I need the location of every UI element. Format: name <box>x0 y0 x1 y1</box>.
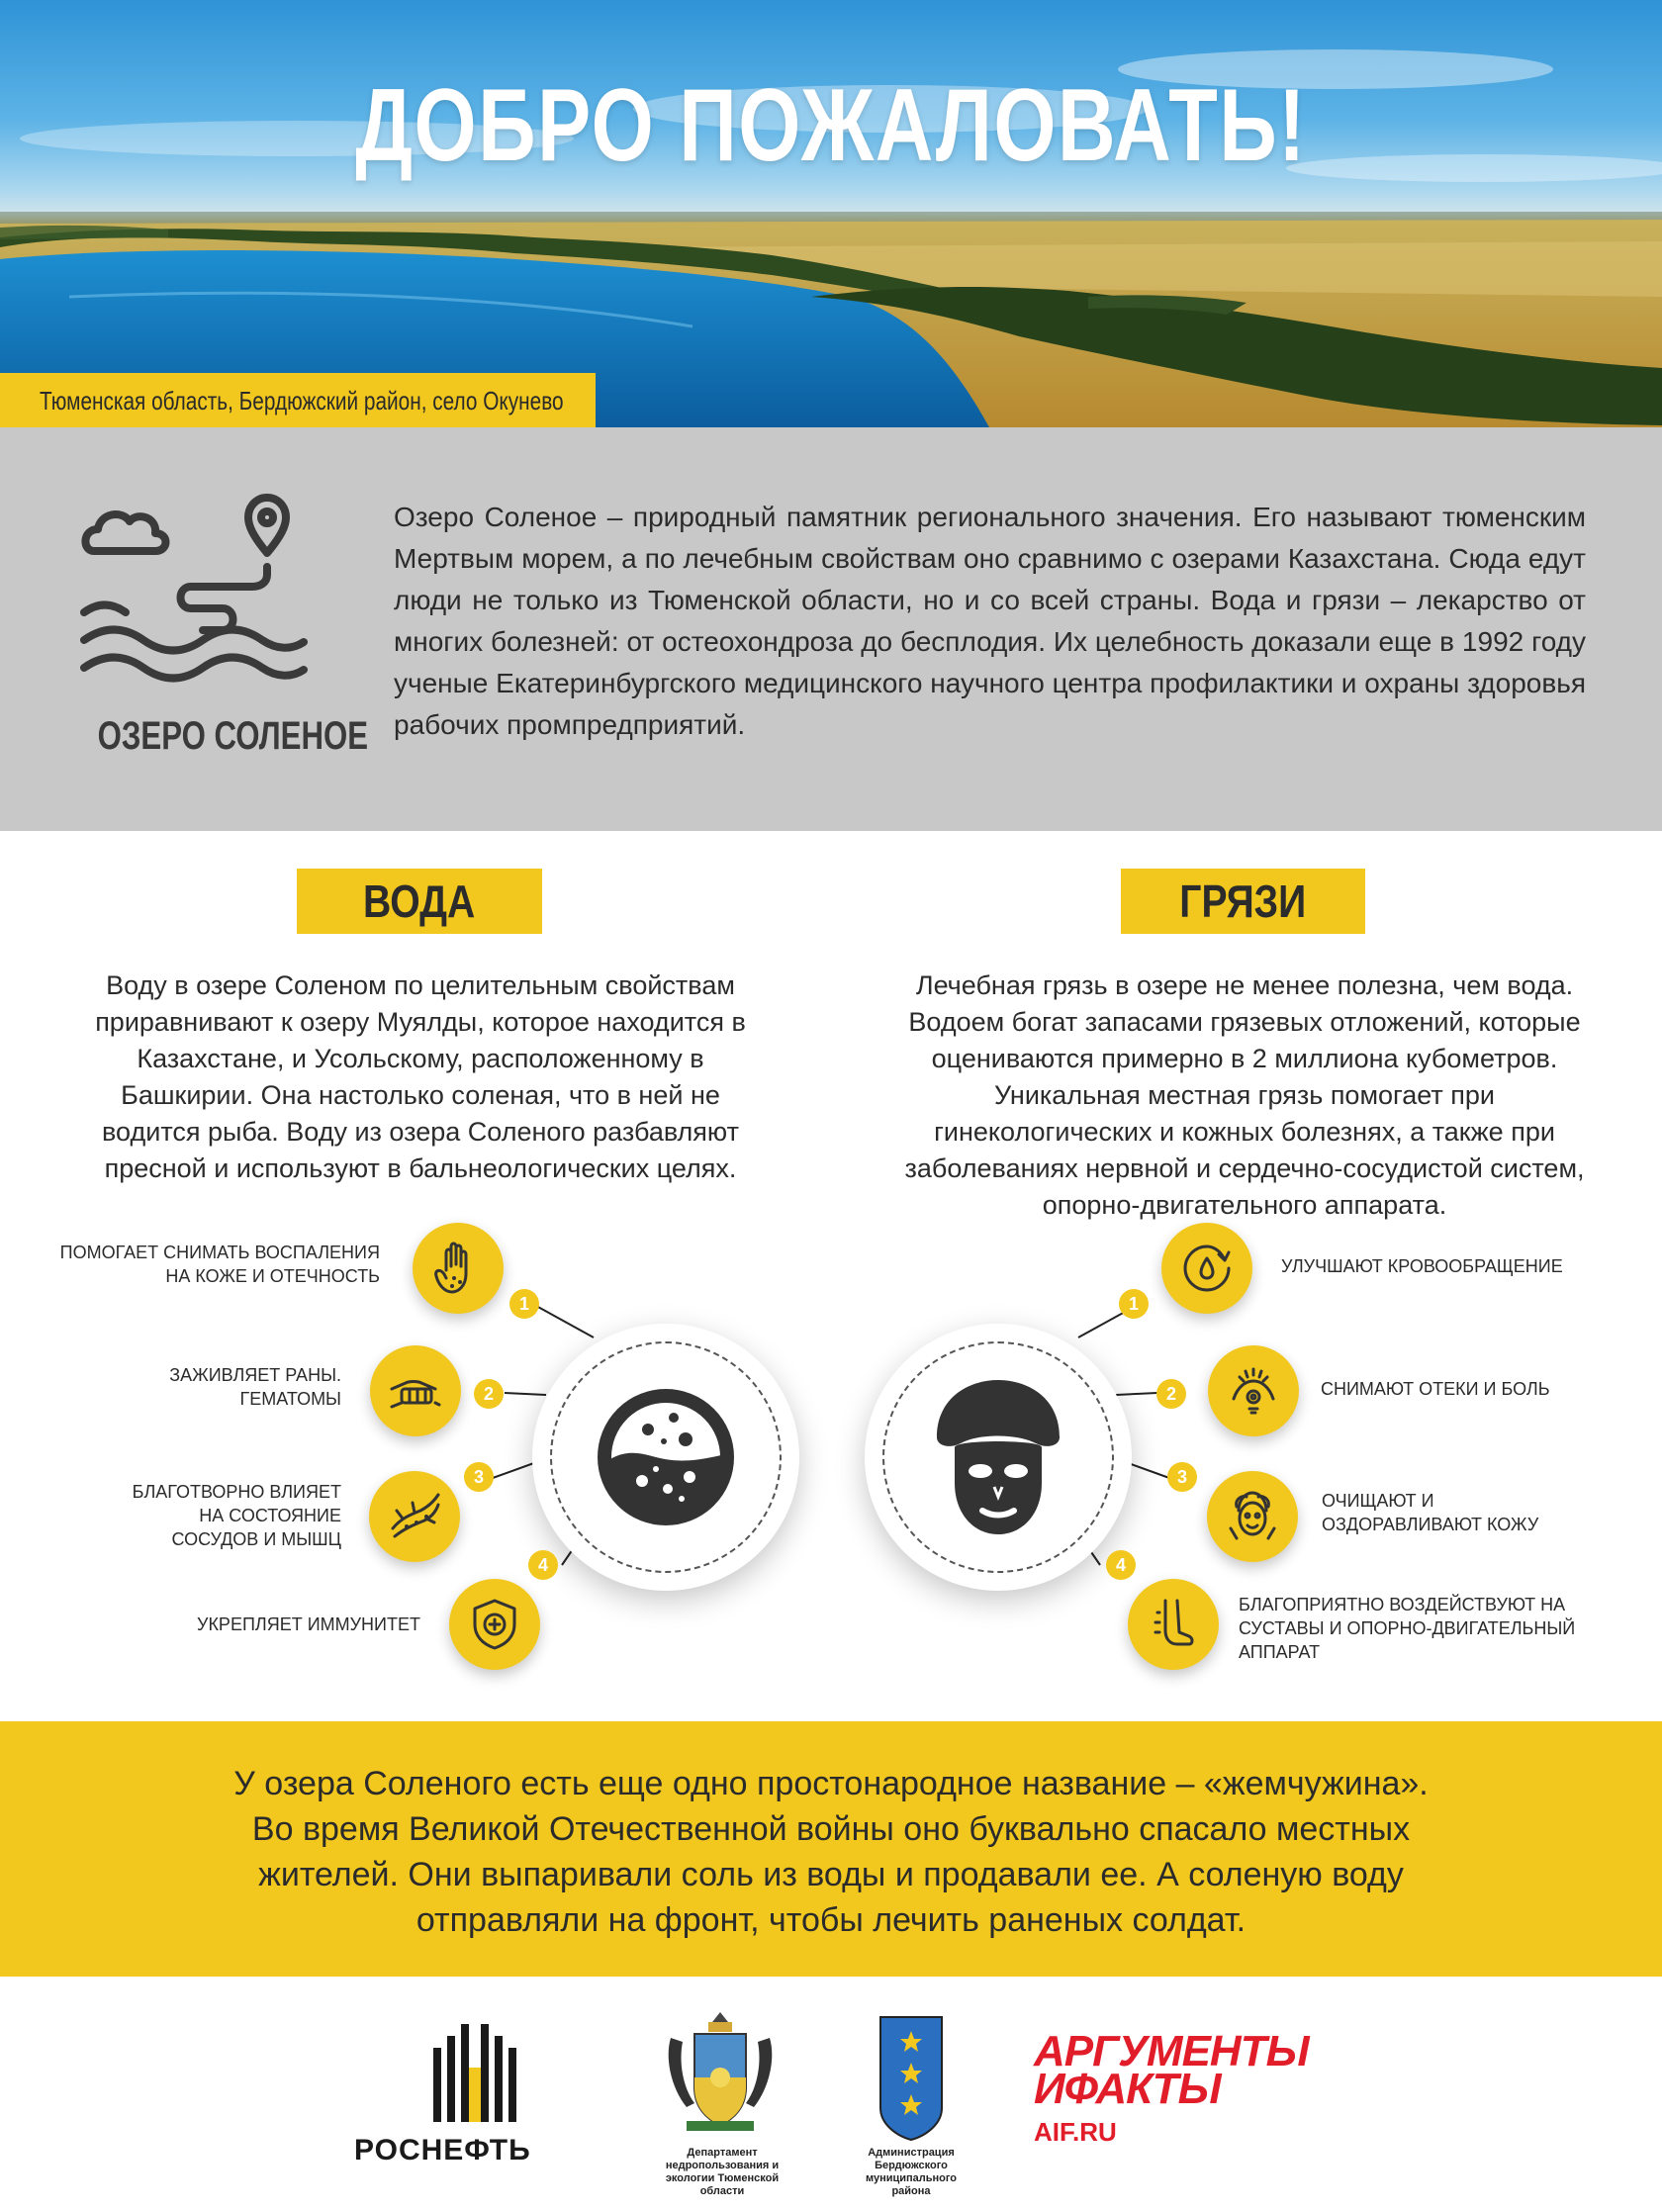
aif-logo <box>1034 2027 1311 2151</box>
water-feature-4-number: 4 <box>528 1550 558 1580</box>
administration-line-4: района <box>891 2185 931 2197</box>
fact-line-4: отправляли на фронт, чтобы лечить раненых солдат. <box>416 1901 1246 1939</box>
mud-feature-2-circle <box>1208 1345 1299 1436</box>
mud-feature-3-line2: ОЗДОРАВЛИВАЮТ КОЖУ <box>1322 1515 1539 1534</box>
mud-feature-4-circle <box>1128 1579 1219 1670</box>
fact-line-3: жителей. Они выпаривали соль из воды и продавали ее. А соленую воду <box>258 1856 1404 1893</box>
department-line-4: области <box>699 2185 745 2197</box>
mud-feature-2-label <box>1321 1377 1617 1401</box>
fact-line-2: Во время Великой Отечественной войны оно буквально спасало местных <box>251 1810 1411 1848</box>
mud-feature-3-circle <box>1207 1471 1298 1562</box>
mud-mask-face-icon <box>919 1368 1077 1546</box>
mud-feature-4-line3: АППАРАТ <box>1239 1642 1321 1662</box>
water-feature-1-line1: ПОМОГАЕТ СНИМАТЬ ВОСПАЛЕНИЯ <box>59 1243 380 1262</box>
mud-feature-4-label <box>1239 1593 1634 1664</box>
water-feature-3-line3: СОСУДОВ И МЫШЦ <box>171 1529 341 1549</box>
mud-feature-4-number: 4 <box>1106 1550 1136 1580</box>
department-caption <box>653 2147 791 2198</box>
water-feature-1-line2: НА КОЖЕ И ОТЕЧНОСТЬ <box>165 1266 380 1286</box>
aif-logo-line2: ИФАКТЫ <box>1034 2065 1221 2113</box>
lake-name-text: ОЗЕРО СОЛЕНОЕ <box>97 714 369 758</box>
administration-line-2: Бердюжского <box>875 2160 948 2171</box>
water-feature-2-circle <box>370 1345 461 1436</box>
aif-logo-line2-row <box>1034 2065 1311 2151</box>
tyumen-coat-of-arms <box>661 2008 780 2137</box>
mud-feature-1-line1: УЛУЧШАЮТ КРОВООБРАЩЕНИЕ <box>1281 1256 1563 1276</box>
water-feature-4-line1: УКРЕПЛЯЕТ ИММУНИТЕТ <box>197 1614 420 1634</box>
mud-feature-3-line1: ОЧИЩАЮТ И <box>1322 1491 1434 1511</box>
fact-banner <box>0 1721 1662 1977</box>
berdyuzhye-coat-of-arms <box>877 2013 946 2142</box>
vessels-icon <box>387 1489 442 1544</box>
bandage-icon <box>388 1363 443 1419</box>
water-feature-2-number: 2 <box>474 1379 504 1409</box>
mud-main-circle <box>865 1324 1132 1591</box>
water-main-circle <box>532 1324 799 1591</box>
water-feature-3-number: 3 <box>464 1462 494 1492</box>
mud-feature-4-line1: БЛАГОПРИЯТНО ВОЗДЕЙСТВУЮТ НА <box>1239 1595 1566 1614</box>
water-feature-1-circle <box>413 1223 504 1314</box>
mud-feature-3-label <box>1322 1489 1618 1536</box>
face-icon <box>1225 1489 1280 1544</box>
mud-feature-1-circle <box>1161 1223 1252 1314</box>
hand-icon <box>430 1241 486 1296</box>
water-feature-2-line2: ГЕМАТОМЫ <box>239 1389 341 1409</box>
shield-icon <box>467 1597 522 1652</box>
department-line-1: Департамент <box>687 2147 758 2159</box>
mud-feature-2-number: 2 <box>1156 1379 1186 1409</box>
water-feature-3-line1: БЛАГОТВОРНО ВЛИЯЕТ <box>132 1482 341 1502</box>
mud-feature-1-label <box>1281 1254 1578 1278</box>
aif-logo-line1: АРГУМЕНТЫ <box>1034 2027 1309 2075</box>
aif-logo-site: AIF.RU <box>1034 2117 1117 2147</box>
administration-line-3: муниципального <box>865 2172 958 2184</box>
administration-line-1: Администрация <box>868 2147 955 2159</box>
rosneft-logo-text: РОСНЕФТЬ <box>354 2134 531 2166</box>
water-feature-4-label <box>148 1613 420 1636</box>
water-feature-4-circle <box>449 1579 540 1670</box>
administration-caption <box>847 2147 975 2198</box>
mud-feature-4-line2: СУСТАВЫ И ОПОРНО-ДВИГАТЕЛЬНЫЙ <box>1239 1618 1576 1638</box>
leg-icon <box>1146 1597 1201 1652</box>
circulation-icon <box>1179 1241 1235 1296</box>
intro-paragraph: Озеро Соленое – природный памятник регионального значения. Его называют тюменским Мертвым морем, а по лечебным свойствам оно сравнимо с озерами Казахстана. Сюда едут люди не только из Тюменской области, но и со всей страны. Вода и грязи – лекарство от многих болезней: от остеохондроза до бесплодия. Их целебность доказали еще в 1992 году ученые Екатеринбургского медицинского научного центра профилактики и охраны здоровья рабочих промпредприятий. <box>394 502 1586 740</box>
fact-line-1: У озера Соленого есть еще одно простонародное название – «жемчужина». <box>233 1765 1429 1802</box>
water-heading-text: ВОДА <box>363 876 476 927</box>
water-feature-3-circle <box>369 1471 460 1562</box>
water-feature-3-label <box>99 1480 341 1551</box>
page-title: ДОБРО ПОЖАЛОВАТЬ! <box>355 68 1307 183</box>
mud-heading-text: ГРЯЗИ <box>1179 876 1307 927</box>
location-caption-text: Тюменская область, Бердюжский район, село Окунево <box>40 386 564 415</box>
water-feature-1-label <box>40 1241 380 1288</box>
rosneft-logo-icon <box>425 2018 524 2122</box>
mud-description: Лечебная грязь в озере не менее полезна, чем вода. Водоем богат запасами грязевых отложений, которые оцениваются примерно в 2 миллиона кубометров. Уникальная местная грязь помогает при гинекологических и кожных болезнях, а также при заболеваниях нервной и сердечно-сосудистой систем, опорно-двигательного аппарата. <box>904 970 1585 1220</box>
water-feature-3-line2: НА СОСТОЯНИЕ <box>199 1506 341 1525</box>
water-feature-2-label <box>99 1363 341 1411</box>
mud-feature-1-number: 1 <box>1119 1289 1149 1319</box>
mud-feature-3-number: 3 <box>1167 1462 1197 1492</box>
mud-feature-2-line1: СНИМАЮТ ОТЕКИ И БОЛЬ <box>1321 1379 1550 1399</box>
water-feature-1-number: 1 <box>509 1289 539 1319</box>
department-line-2: недропользования и <box>665 2160 780 2171</box>
water-feature-2-line1: ЗАЖИВЛЯЕТ РАНЫ. <box>169 1365 341 1385</box>
water-description: Воду в озере Соленом по целительным свойствам приравнивают к озеру Муялды, которое находится в Казахстане, и Усольскому, расположенному в Башкирии. Она настолько соленая, что в ней не водится рыба. Воду из озера Соленого разбавляют пресной и используют в бальнеологических целях. <box>95 970 746 1183</box>
department-line-3: экологии Тюменской <box>665 2172 780 2184</box>
salt-water-bowl-icon <box>587 1378 745 1536</box>
pain-icon <box>1226 1363 1281 1419</box>
